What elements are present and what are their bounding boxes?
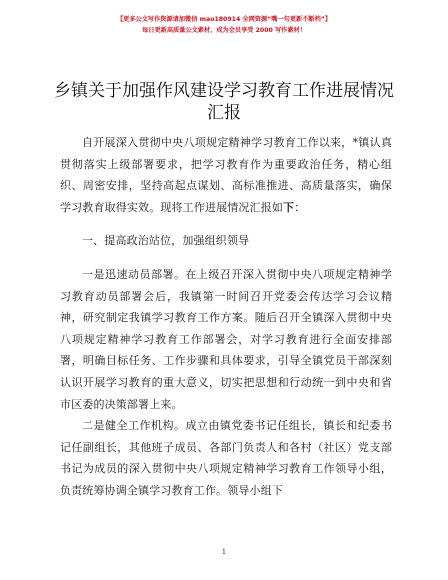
promo-banner: [0, 14, 448, 36]
document-title-line-1: 乡镇关于加强作风建设学习教育工作进展情况: [54, 81, 394, 101]
page-number: 1: [221, 548, 227, 556]
promo-banner-line-1: 【更多公文写作资源请加微信 mao180914 全网资源“嘴一句更新不断档”】: [116, 16, 332, 23]
intro-text-end: ：: [294, 200, 306, 214]
section-1-heading: 一、提高政治站位，加强组织领导: [82, 234, 250, 248]
intro-text-bold-tail: 下: [283, 200, 295, 214]
document-title-line-2: 汇报: [207, 103, 241, 123]
document-body: [60, 132, 392, 502]
document-title: [40, 80, 408, 124]
paragraph-2: 二是健全工作机构。成立由镇党委书记任组长，镇长和纪委书记任副组长，其他班子成员、各部门负责人和各村（社区）党支部书记为成员的深入贯彻中央八项规定精神学习教育工作领导小组，负责统筹协调全镇学习教育工作。领导小组下: [60, 419, 392, 497]
intro-text: 自开展深入贯彻中央八项规定精神学习教育工作以来，*镇认真贯彻落实上级部署要求，把学习教育作为重要政治任务，精心组织、周密安排，坚持高起点谋划、高标准推进、高质量落实，确保学习教育取得实效。现将工作进展情况汇报如: [60, 136, 392, 214]
promo-banner-line-2: 每日更新高质量公文素材，成为会员享受 2000 写作素材！: [142, 27, 306, 34]
paragraph-1: 一是迅速动员部署。在上级召开深入贯彻中央八项规定精神学习教育动员部署会后，我镇第一时间召开党委会传达学习会议精神，研究制定我镇学习教育工作方案。随后召开全镇深入贯彻中央八项规定精神学习教育工作部署会，对学习教育进行全面安排部署，明确目标任务、工作步骤和具体要求，引导全镇党员干部深刻认识开展学习教育的重大意义，切实把思想和行动统一到中央和省市区委的决策部署上来。: [60, 267, 392, 411]
intro-paragraph: [60, 132, 392, 218]
